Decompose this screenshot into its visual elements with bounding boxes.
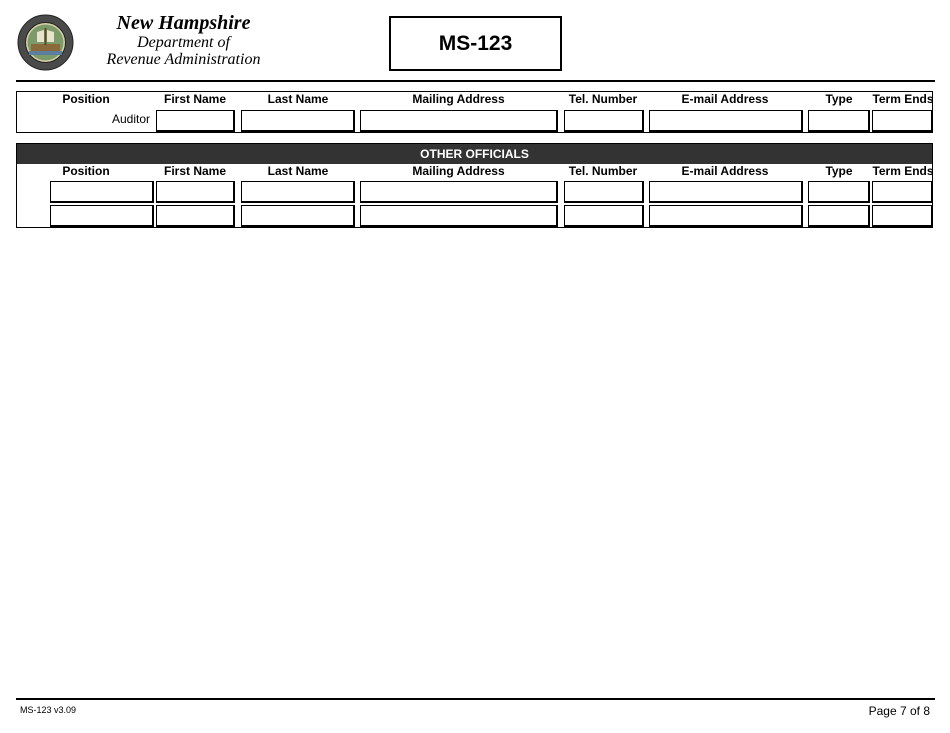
form-number: MS-123 xyxy=(438,31,513,55)
col-header-email: E-mail Address xyxy=(681,164,769,178)
form-version: MS-123 v3.09 xyxy=(20,705,77,715)
official-2-first-name-field[interactable] xyxy=(156,205,235,227)
auditor-section xyxy=(16,91,933,133)
auditor-type-field[interactable] xyxy=(808,110,870,132)
page-number: Page 7 of 8 xyxy=(868,704,930,718)
official-2-position-field[interactable] xyxy=(50,205,154,227)
official-1-mailing-address-field[interactable] xyxy=(360,181,558,203)
header-divider xyxy=(16,80,935,82)
official-2-mailing-address-field[interactable] xyxy=(360,205,558,227)
col-header-email: E-mail Address xyxy=(681,92,769,106)
auditor-last-name-field[interactable] xyxy=(241,110,355,132)
department-line-1: Department of xyxy=(137,34,230,51)
col-header-tel-number: Tel. Number xyxy=(568,164,638,178)
department-line-2: Revenue Administration xyxy=(106,51,261,68)
other-officials-title: OTHER OFFICIALS xyxy=(17,144,932,164)
official-2-email-field[interactable] xyxy=(649,205,803,227)
official-2-last-name-field[interactable] xyxy=(241,205,355,227)
col-header-term-ends: Term Ends xyxy=(872,164,934,178)
col-header-last-name: Last Name xyxy=(267,92,329,106)
col-header-mailing-address: Mailing Address xyxy=(412,164,505,178)
col-header-term-ends: Term Ends xyxy=(872,92,934,106)
official-1-tel-number-field[interactable] xyxy=(564,181,644,203)
col-header-mailing-address: Mailing Address xyxy=(412,92,505,106)
auditor-label: Auditor xyxy=(111,112,150,126)
official-1-position-field[interactable] xyxy=(50,181,154,203)
state-name: New Hampshire xyxy=(116,12,251,34)
official-1-term-ends-field[interactable] xyxy=(872,181,933,203)
official-1-first-name-field[interactable] xyxy=(156,181,235,203)
official-2-term-ends-field[interactable] xyxy=(872,205,933,227)
col-header-tel-number: Tel. Number xyxy=(568,92,638,106)
col-header-first-name: First Name xyxy=(163,92,227,106)
auditor-mailing-address-field[interactable] xyxy=(360,110,558,132)
official-2-tel-number-field[interactable] xyxy=(564,205,644,227)
form-number-box xyxy=(389,16,562,71)
other-officials-section xyxy=(16,143,933,228)
col-header-position: Position xyxy=(62,92,110,106)
footer-divider xyxy=(16,698,935,700)
official-1-email-field[interactable] xyxy=(649,181,803,203)
col-header-first-name: First Name xyxy=(163,164,227,178)
department-block xyxy=(96,12,271,68)
official-1-type-field[interactable] xyxy=(808,181,870,203)
state-seal-logo xyxy=(17,14,74,71)
auditor-email-field[interactable] xyxy=(649,110,803,132)
official-2-type-field[interactable] xyxy=(808,205,870,227)
col-header-type: Type xyxy=(825,92,853,106)
auditor-term-ends-field[interactable] xyxy=(872,110,933,132)
col-header-last-name: Last Name xyxy=(267,164,329,178)
col-header-type: Type xyxy=(825,164,853,178)
auditor-tel-number-field[interactable] xyxy=(564,110,644,132)
official-1-last-name-field[interactable] xyxy=(241,181,355,203)
col-header-position: Position xyxy=(62,164,110,178)
auditor-first-name-field[interactable] xyxy=(156,110,235,132)
